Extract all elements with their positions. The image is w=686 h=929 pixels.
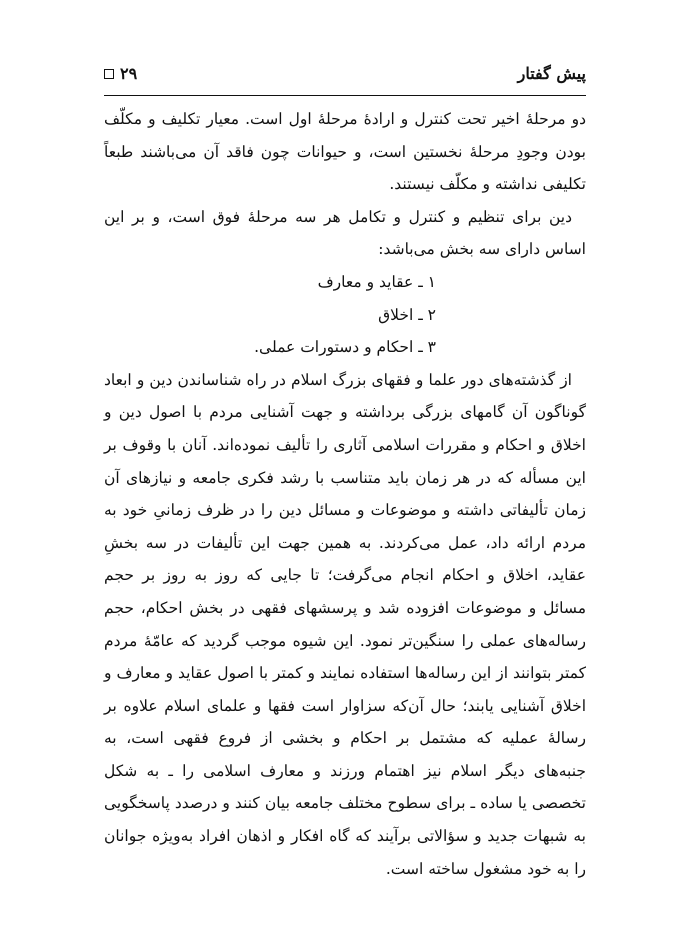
- page-header: [104, 62, 586, 88]
- page-number-block: [104, 64, 137, 83]
- page-number: ۲۹: [120, 64, 138, 83]
- running-title: پیش گفتار: [517, 64, 586, 83]
- page-body: [104, 103, 586, 885]
- square-icon: [104, 69, 114, 79]
- paragraph-2: دین برای تنظیم و کنترل و تکامل هر سه مرحلۀ فوق است، و بر این اساس دارای سه بخش می‌باشد:: [104, 207, 586, 259]
- list-item-3: ۳ ـ احکام و دستورات عملی.: [254, 338, 436, 357]
- list-item-2: ۲ ـ اخلاق: [378, 305, 436, 324]
- list-item-1: ۱ ـ عقاید و معارف: [317, 272, 436, 291]
- header-divider: [104, 95, 586, 96]
- paragraph-1: دو مرحلۀ اخیر تحت کنترل و ارادۀ مرحلۀ اول است. معیار تکلیف و مکلّف بودن وجودِ مرحلۀ نخستین است، و حیوانات چون فاقد آن می‌باشند طبعاً تکلیفی نداشته و مکلّف نیستند.: [104, 110, 586, 194]
- paragraph-3: از گذشته‌های دور علما و فقهای بزرگ اسلام در راه شناساندن دین و ابعاد گوناگون آن گامهای بزرگی برداشته و جهت آشنایی مردم با اصول دین و اخلاق و احکام و مقررات اسلامی آثاری را تألیف نموده‌اند. آنان با وقوف بر این مسأله که در هر زمان باید متناسب با رشد فکری جامعه و نیازهای آن زمان تألیفاتی داشته و موضوعات و مسائل دین را در ظرف زمانیِ خود به مردم ارائه داد، عمل می‌کردند. به همین جهت این تألیفات در سه بخشِ عقاید، اخلاق و احکام انجام می‌گرفت؛ تا جایی که روز به روز بر حجم مسائل و موضوعات افزوده شد و پرسشهای فقهی در بخش احکام، حجم رساله‌های عملی را سنگین‌تر نمود. این شیوه موجب گردید که عامّۀ مردم کمتر بتوانند از این رساله‌ها استفاده نمایند و کمتر با اصول عقاید و معارف و اخلاق آشنایی یابند؛ حال آن‌که سزاوار است فقها و علمای اسلام علاوه بر رسالۀ عملیه که مشتمل بر احکام و بخشی از فروع فقهی است، به جنبه‌های دیگر اسلام نیز اهتمام ورزند و معارف اسلامی را ـ به شکل تخصصی یا ساده ـ برای سطوح مختلف جامعه بیان کنند و درصدد پاسخگویی به شبهات جدید و سؤالاتی برآیند که گاه افکار و اذهان افراد به‌ویژه جوانان را به خود مشغول ساخته است.: [104, 370, 586, 878]
